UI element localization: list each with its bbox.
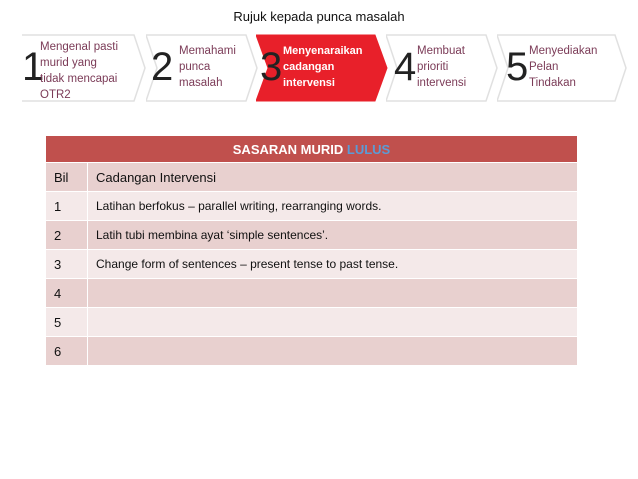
step-1-number: 1: [22, 45, 45, 89]
row-number: 1: [46, 192, 88, 221]
process-steps: [0, 33, 638, 109]
row-intervention: [88, 337, 578, 366]
row-number: 2: [46, 221, 88, 250]
table-title-highlight: LULUS: [346, 141, 391, 157]
row-intervention: Latih tubi membina ayat ‘simple sentences’.: [88, 221, 578, 250]
instruction-note: Rujuk kepada punca masalah: [233, 9, 405, 24]
table-title-main: SASARAN MURID: [232, 141, 344, 157]
step-1-label: Mengenal pasti murid yang tidak mencapai OTR2: [40, 41, 118, 101]
table-row: [46, 192, 578, 221]
row-intervention: Latihan berfokus – parallel writing, rearranging words.: [88, 192, 578, 221]
step-5-number: 5: [506, 45, 529, 89]
row-number: 6: [46, 337, 88, 366]
step-4-label: Membuat prioriti intervensi: [417, 45, 467, 89]
row-intervention: Change form of sentences – present tense to past tense.: [88, 250, 578, 279]
row-number: 5: [46, 308, 88, 337]
step-2-number: 2: [151, 45, 174, 89]
table-header-row: [46, 163, 578, 192]
row-number: 4: [46, 279, 88, 308]
step-2-label: Memahami punca masalah: [179, 45, 236, 89]
row-intervention: [88, 279, 578, 308]
step-4: [386, 33, 498, 103]
step-5-label: Menyediakan Pelan Tindakan: [529, 45, 598, 89]
table-title-row: [46, 136, 578, 163]
step-2: [146, 33, 258, 103]
step-3-number: 3: [260, 45, 283, 89]
table-row: [46, 337, 578, 366]
step-3-label: Menyenaraikan cadangan intervensi: [283, 45, 363, 89]
table-row: [46, 250, 578, 279]
column-header-bil: Bil: [46, 163, 88, 192]
step-3-active: [256, 33, 388, 103]
step-1: [22, 33, 147, 103]
table-row: [46, 221, 578, 250]
column-header-intervention: Cadangan Intervensi: [88, 163, 578, 192]
row-number: 3: [46, 250, 88, 279]
intervention-table: [45, 135, 578, 366]
table-title: [46, 136, 578, 163]
row-intervention: [88, 308, 578, 337]
step-5: [497, 33, 627, 103]
table-row: [46, 279, 578, 308]
step-4-number: 4: [394, 45, 417, 89]
table-row: [46, 308, 578, 337]
